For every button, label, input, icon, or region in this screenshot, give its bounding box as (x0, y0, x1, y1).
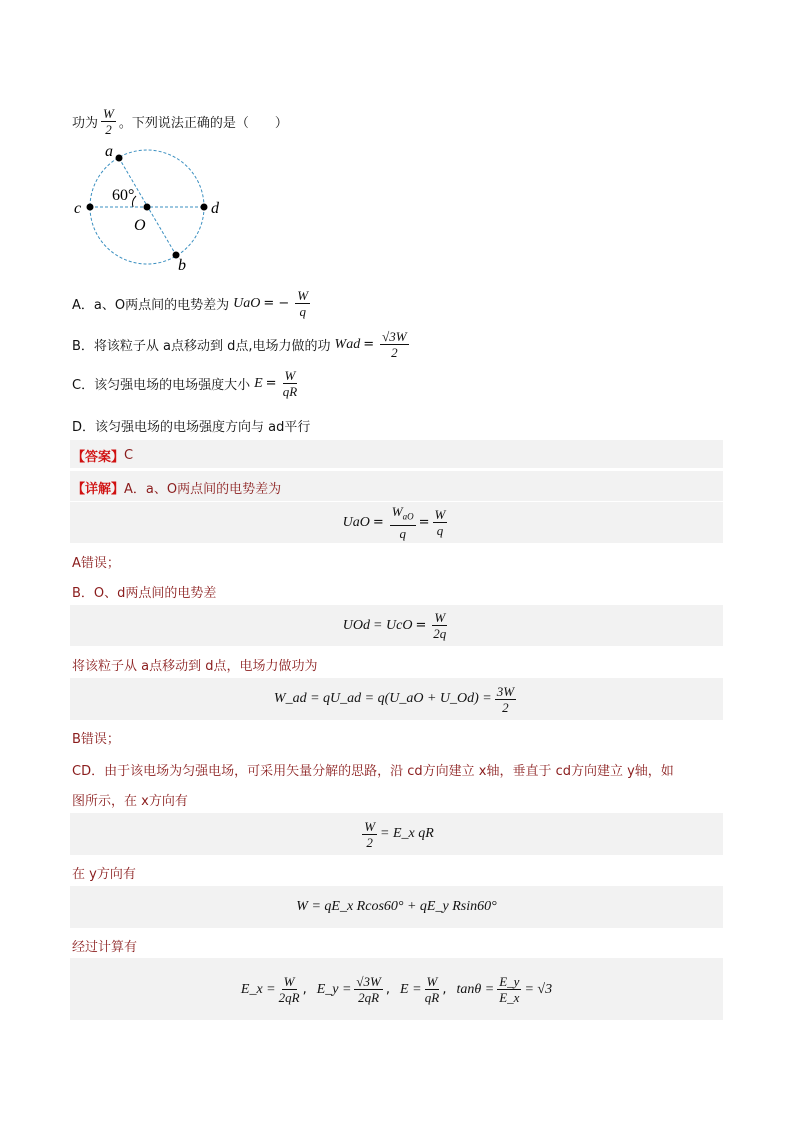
numerator: W (426, 973, 438, 989)
formula: E (254, 375, 263, 391)
formula-box (70, 605, 723, 646)
solution-text: 图所示，在 x方向有 (72, 794, 188, 809)
solution-text: B．O、d两点间的电势差 (72, 586, 217, 601)
solution-header (70, 471, 723, 501)
fraction (354, 974, 382, 1005)
stem-text: 功为 (72, 116, 99, 131)
point-d (201, 204, 208, 211)
formula: = √3 (524, 981, 553, 997)
numerator: W (297, 288, 309, 303)
solution-text: 经过计算有 (72, 940, 138, 955)
label-o: O (134, 217, 146, 234)
circle-diagram (70, 140, 230, 275)
subscript: cO (396, 617, 413, 633)
solution-text: 将该粒子从 a点移动到 d点，电场力做功为 (72, 659, 318, 674)
numerator: W (391, 504, 403, 520)
stem-text: 。下列说法正确的是（ ） (118, 116, 288, 131)
numerator: √3W (356, 973, 381, 989)
formula-box (70, 813, 723, 855)
label-a: a (105, 143, 113, 160)
solution-text: B错误； (72, 732, 120, 747)
formula-box (70, 678, 723, 720)
option-b[interactable] (72, 329, 412, 360)
formula: E_x = (240, 981, 276, 997)
formula: = U (373, 617, 397, 633)
equals: = − (263, 296, 290, 311)
denominator: 2 (366, 834, 373, 850)
numerator: W (283, 973, 295, 989)
denominator: 2qR (278, 989, 300, 1005)
formula: E_y = (316, 981, 352, 997)
formula-tan (457, 974, 553, 1005)
denominator: 2 (391, 345, 398, 360)
solution-text: CD．由于该电场为匀强电场，可采用矢量分解的思路，沿 cd方向建立 x轴，垂直于 cd方向建立 y轴，如 (72, 764, 674, 779)
denominator: 2 (502, 699, 509, 715)
denominator: q (399, 525, 406, 541)
denominator: q (299, 304, 306, 319)
option-text: B．将该粒子从 a点移动到 d点,电场力做的功 (72, 339, 331, 354)
option-a[interactable] (72, 288, 313, 319)
denominator: qR (424, 989, 440, 1005)
fraction (497, 974, 521, 1005)
subscript: Od (352, 617, 371, 633)
numerator: W (103, 106, 114, 121)
fraction (390, 504, 416, 541)
fraction (101, 106, 116, 137)
denominator: qR (282, 384, 298, 399)
formula: W = qE_x Rcos60° + qE_y Rsin60° (296, 899, 497, 914)
fraction (295, 288, 310, 319)
fraction (380, 329, 408, 360)
formula-ex: E_x = $\frac{W}{2qR}$ , (240, 973, 307, 1005)
subscript: aO (352, 514, 370, 530)
formula-box: U aO = $\frac{W_{aO}}{q}$ = $\frac{W}{q}$ (70, 502, 723, 543)
formula: E = (400, 981, 422, 997)
label-d: d (211, 200, 219, 217)
answer-label: 【答案】 (72, 450, 125, 465)
answer-value: C (124, 448, 134, 463)
question-stem (72, 106, 288, 137)
option-d[interactable] (72, 416, 310, 435)
formula-box (70, 958, 723, 1020)
subscript: ad (346, 336, 361, 352)
label-b: b (178, 257, 186, 274)
subscript: aO (402, 511, 414, 522)
numerator: 3W (496, 683, 515, 699)
point-a (116, 155, 123, 162)
formula-e: E = $\frac{W}{qR}$ , (400, 973, 447, 1005)
fraction (279, 974, 300, 1005)
option-text: A．a、O两点间的电势差为 (72, 298, 230, 313)
point-o (144, 204, 151, 211)
denominator: 2 (105, 122, 112, 137)
fraction (425, 974, 440, 1005)
label-angle: 60° (112, 187, 135, 204)
formula: W (334, 336, 347, 352)
formula-box (70, 886, 723, 928)
solution-text: A错误； (72, 556, 120, 571)
denominator: 2q (433, 626, 447, 641)
option-text: C．该匀强电场的电场强度大小 (72, 378, 251, 393)
formula: tanθ = (456, 981, 495, 997)
numerator: W (434, 610, 446, 625)
denominator: q (436, 523, 444, 538)
equals: = (265, 376, 277, 391)
fraction (432, 610, 447, 641)
fraction (283, 368, 298, 399)
points (87, 155, 208, 259)
solution-text: A．a、O两点间的电势差为 (124, 482, 282, 497)
numerator: W (434, 507, 446, 522)
solution-label: 【详解】 (72, 482, 125, 497)
numerator: E_y (499, 973, 520, 989)
equals: = (363, 337, 375, 352)
formula: U (342, 514, 353, 530)
formula: U (233, 295, 244, 311)
fraction (362, 819, 377, 850)
point-c (87, 204, 94, 211)
formula-ey: E_y = $\frac{√3W}{2qR}$ , (316, 973, 391, 1005)
formula: = E_x qR (380, 826, 434, 841)
numerator: √3W (382, 329, 407, 344)
formula: W_ad = qU_ad = q(U_aO + U_Od) = (273, 691, 492, 706)
solution-text: 在 y方向有 (72, 867, 136, 882)
subscript: aO (243, 295, 261, 311)
fraction (495, 684, 516, 715)
label-c: c (74, 200, 82, 217)
numerator: W (364, 818, 376, 834)
denominator: E_x (499, 989, 520, 1005)
denominator: 2qR (358, 989, 380, 1005)
option-text: D．该匀强电场的电场强度方向与 ad平行 (72, 420, 311, 435)
equals: = (415, 618, 427, 633)
answer-box (70, 440, 723, 468)
fraction (433, 507, 448, 538)
option-c[interactable] (72, 368, 300, 399)
numerator: W (284, 368, 296, 383)
formula: U (342, 617, 353, 633)
